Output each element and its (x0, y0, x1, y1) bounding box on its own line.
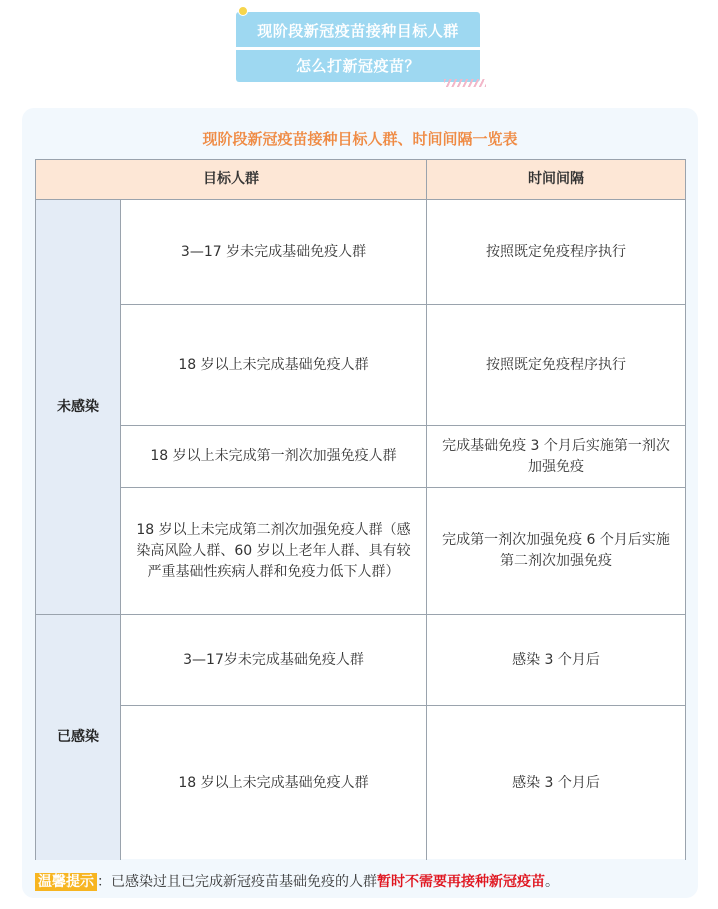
table-row-interval: 完成第一剂次加强免疫 6 个月后实施第二剂次加强免疫 (427, 488, 686, 615)
table-row-target: 18 岁以上未完成基础免疫人群 (121, 706, 427, 860)
table-row-interval: 完成基础免疫 3 个月后实施第一剂次加强免疫 (427, 426, 686, 488)
banner-dot-decoration (238, 6, 248, 16)
tip-note (35, 871, 559, 891)
tip-text: ：已感染过且已完成新冠疫苗基础免疫的人群 (97, 874, 377, 890)
banner-stripes-decoration (444, 79, 486, 87)
header-banner (236, 12, 480, 82)
table-title: 现阶段新冠疫苗接种目标人群、时间间隔一览表 (202, 130, 518, 148)
tip-end: 。 (545, 874, 559, 890)
table-row-interval: 按照既定免疫程序执行 (427, 305, 686, 426)
table-row-interval: 按照既定免疫程序执行 (427, 200, 686, 305)
table-row-target: 18 岁以上未完成第一剂次加强免疫人群 (121, 426, 427, 488)
table-row-target: 18 岁以上未完成基础免疫人群 (121, 305, 427, 426)
group-uninfected: 未感染 (35, 200, 121, 615)
header-interval: 时间间隔 (427, 160, 686, 200)
table-row-interval: 感染 3 个月后 (427, 706, 686, 860)
table-row-interval: 感染 3 个月后 (427, 615, 686, 706)
banner-divider (236, 47, 480, 50)
schedule-table (35, 159, 686, 859)
table-row-target: 3—17 岁未完成基础免疫人群 (121, 200, 427, 305)
table-row-target: 3—17岁未完成基础免疫人群 (121, 615, 427, 706)
tip-label: 温馨提示 (35, 873, 97, 891)
header-target-group: 目标人群 (35, 160, 427, 200)
banner-title: 现阶段新冠疫苗接种目标人群 (257, 22, 459, 40)
table-row-target: 18 岁以上未完成第二剂次加强免疫人群（感染高风险人群、60 岁以上老年人群、具有较严重基础性疾病人群和免疫力低下人群） (121, 488, 427, 615)
tip-emphasis: 暂时不需要再接种新冠疫苗 (377, 874, 545, 890)
banner-subtitle: 怎么打新冠疫苗？ (295, 57, 420, 75)
group-infected: 已感染 (35, 615, 121, 860)
